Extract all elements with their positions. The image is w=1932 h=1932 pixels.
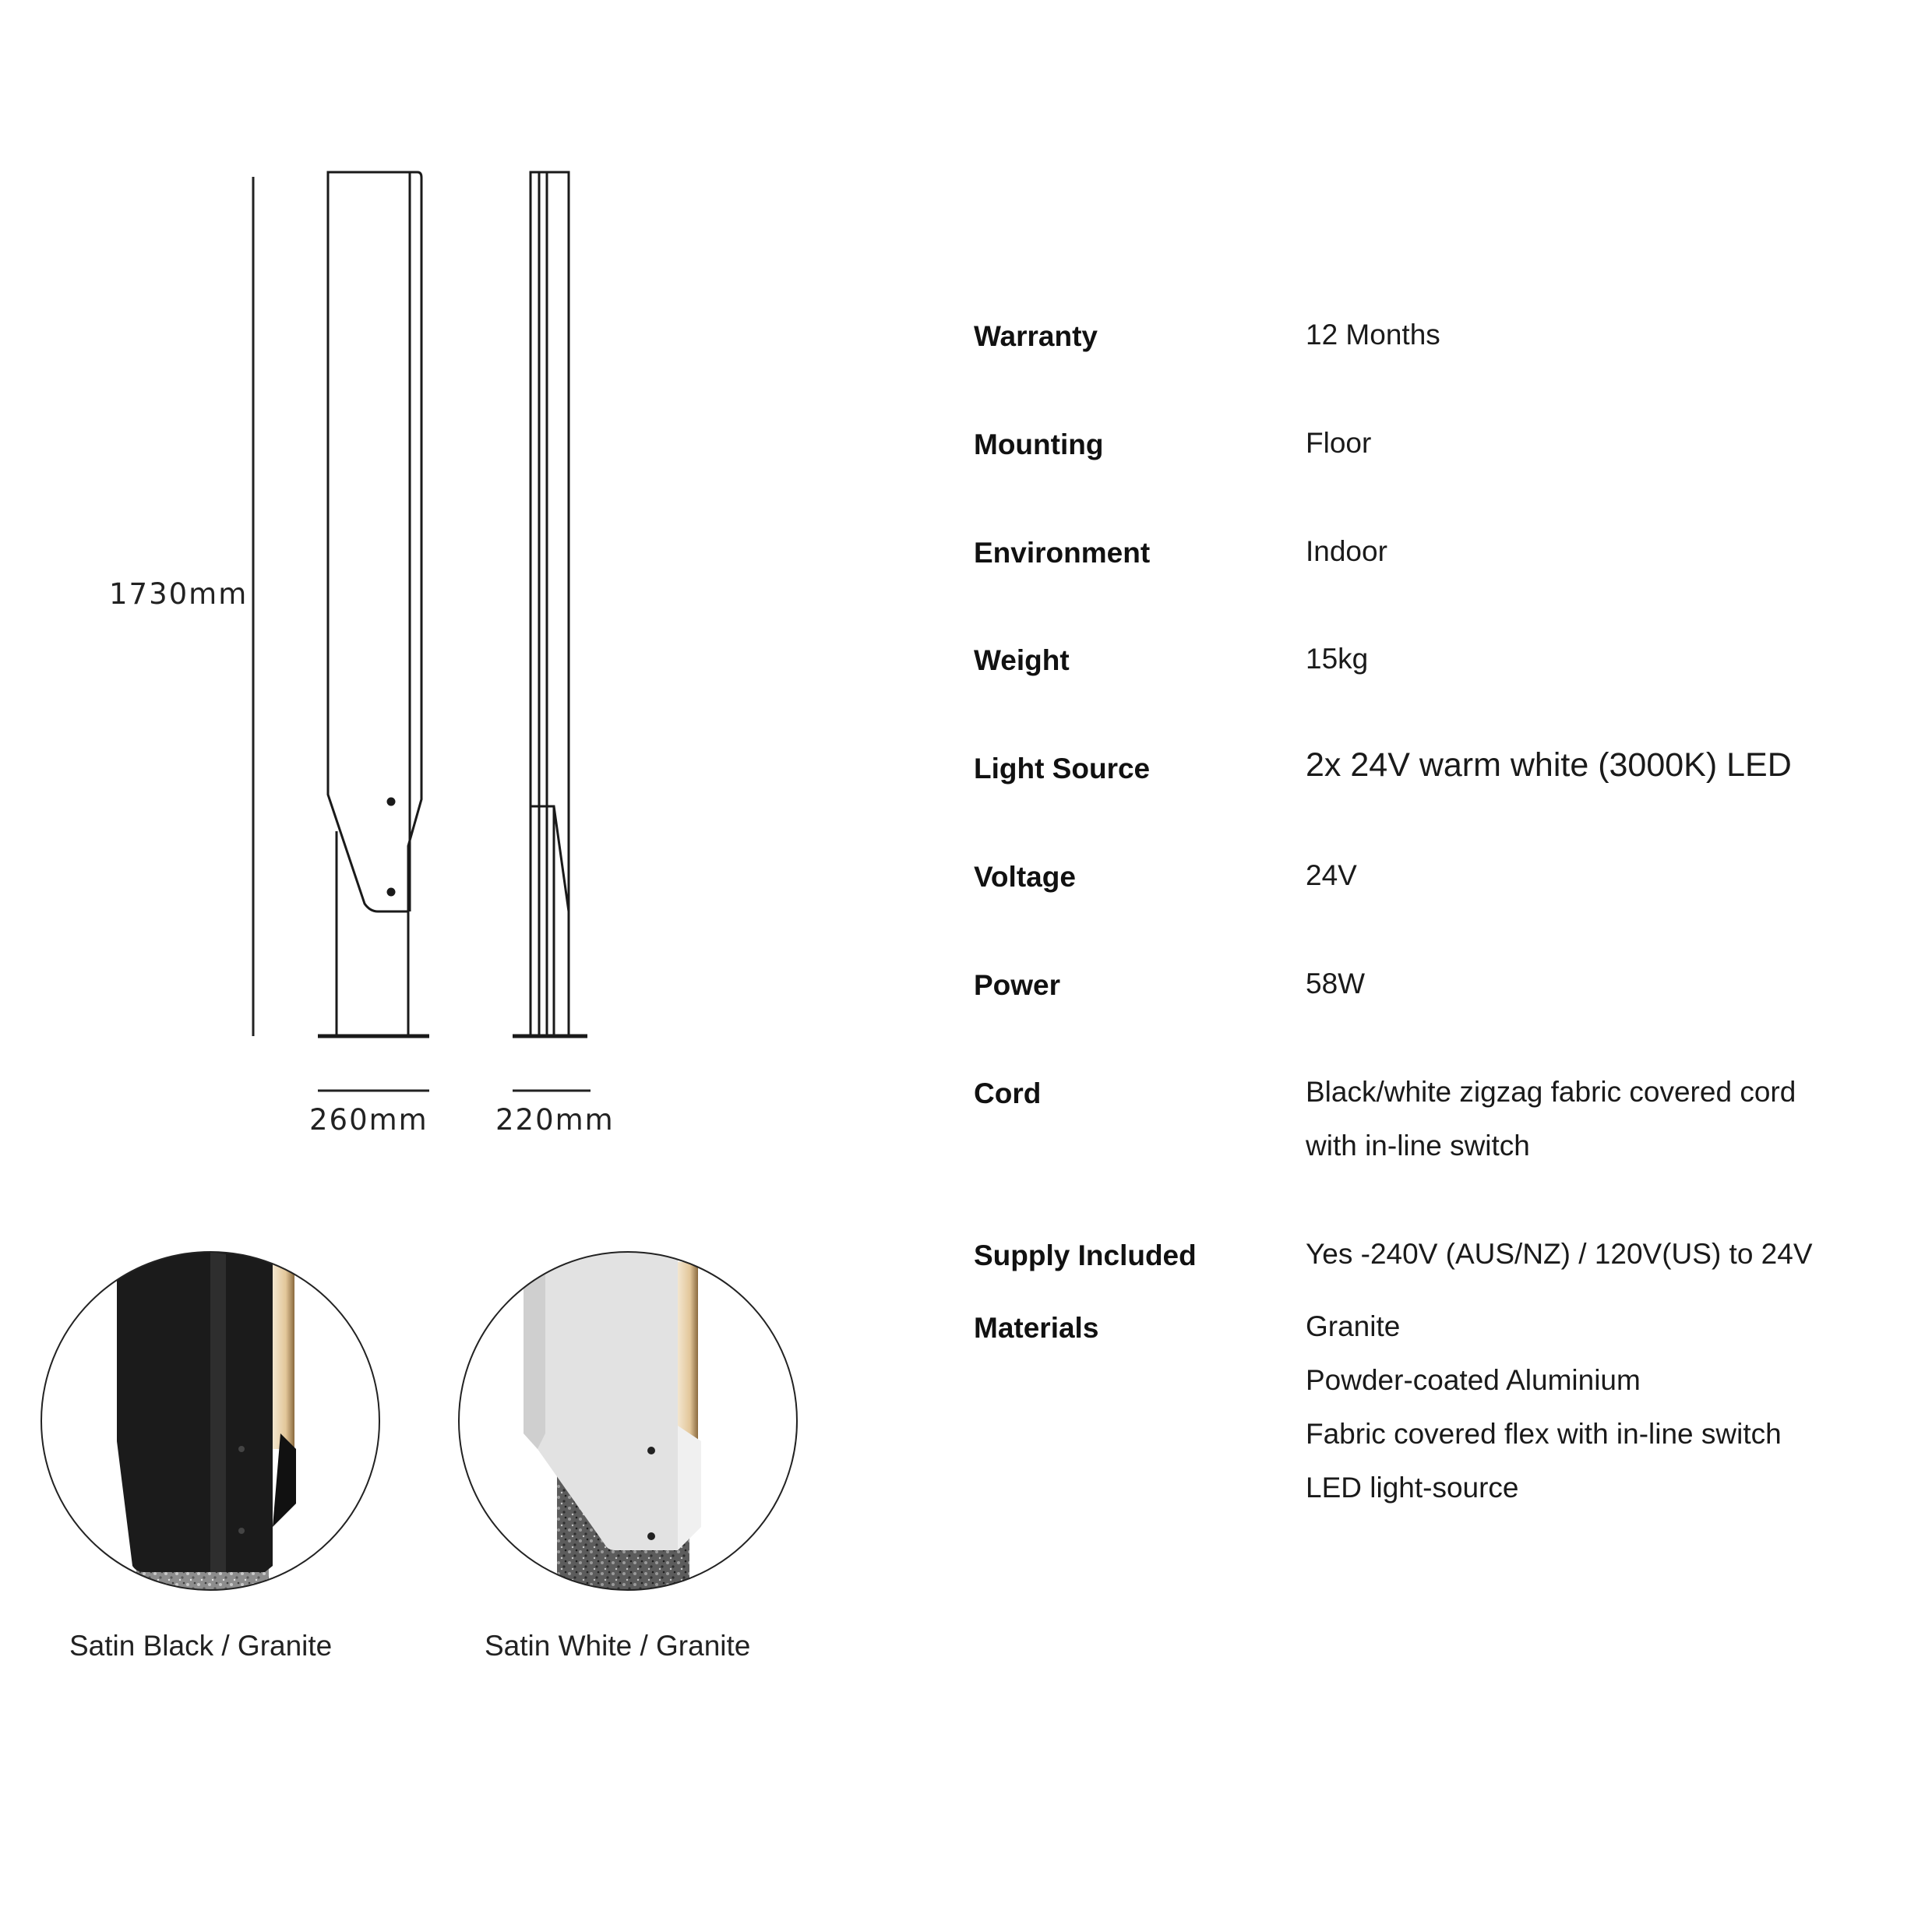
spec-value xyxy=(1306,1299,1782,1514)
spec-value xyxy=(1306,632,1368,686)
spec-label: Materials xyxy=(974,1312,1099,1344)
spec-value xyxy=(1306,308,1440,361)
spec-label: Warranty xyxy=(974,320,1098,352)
side-width-label: 220mm xyxy=(495,1103,615,1137)
spec-label: Supply Included xyxy=(974,1239,1197,1271)
swatch-satin-black xyxy=(41,1252,379,1605)
spec-value xyxy=(1306,1065,1796,1172)
spec-label: Voltage xyxy=(974,861,1076,893)
spec-value-line: 15kg xyxy=(1306,643,1369,675)
spec-value xyxy=(1306,739,1792,792)
spec-value-line: Floor xyxy=(1306,427,1372,459)
height-label: 1730mm xyxy=(109,577,249,611)
swatch-satin-white xyxy=(459,1252,797,1597)
spec-value xyxy=(1306,524,1387,578)
front-width-label: 260mm xyxy=(309,1103,428,1137)
spec-value-line: Powder-coated Aluminium xyxy=(1306,1364,1641,1396)
finish-label-satin-white: Satin White / Granite xyxy=(485,1630,751,1662)
spec-value xyxy=(1306,848,1357,902)
spec-label: Environment xyxy=(974,537,1151,569)
finish-label-satin-black: Satin Black / Granite xyxy=(69,1630,333,1662)
spec-value-line: with in-line switch xyxy=(1306,1130,1530,1162)
spec-label: Mounting xyxy=(974,428,1104,460)
side-elevation xyxy=(531,172,569,1036)
spec-value-line: 12 Months xyxy=(1306,319,1440,351)
spec-label: Weight xyxy=(974,644,1070,676)
spec-value-line: Yes -240V (AUS/NZ) / 120V(US) to 24V xyxy=(1306,1238,1813,1270)
spec-value-line: Indoor xyxy=(1306,535,1387,567)
spec-value-line: 58W xyxy=(1306,968,1366,999)
spec-label: Cord xyxy=(974,1077,1042,1109)
spec-value-line: Granite xyxy=(1306,1310,1401,1342)
spec-value-line: 24V xyxy=(1306,859,1357,891)
spec-value-line: Black/white zigzag fabric covered cord xyxy=(1306,1076,1796,1108)
spec-label: Light Source xyxy=(974,753,1151,784)
spec-value-line: Fabric covered flex with in-line switch xyxy=(1306,1418,1782,1450)
spec-label: Power xyxy=(974,969,1061,1001)
spec-value xyxy=(1306,957,1365,1010)
spec-value xyxy=(1306,1227,1813,1281)
spec-value xyxy=(1306,416,1371,470)
spec-value-line: 2x 24V warm white (3000K) LED xyxy=(1306,746,1792,784)
spec-value-line: LED light-source xyxy=(1306,1472,1519,1504)
front-elevation xyxy=(328,172,421,1036)
